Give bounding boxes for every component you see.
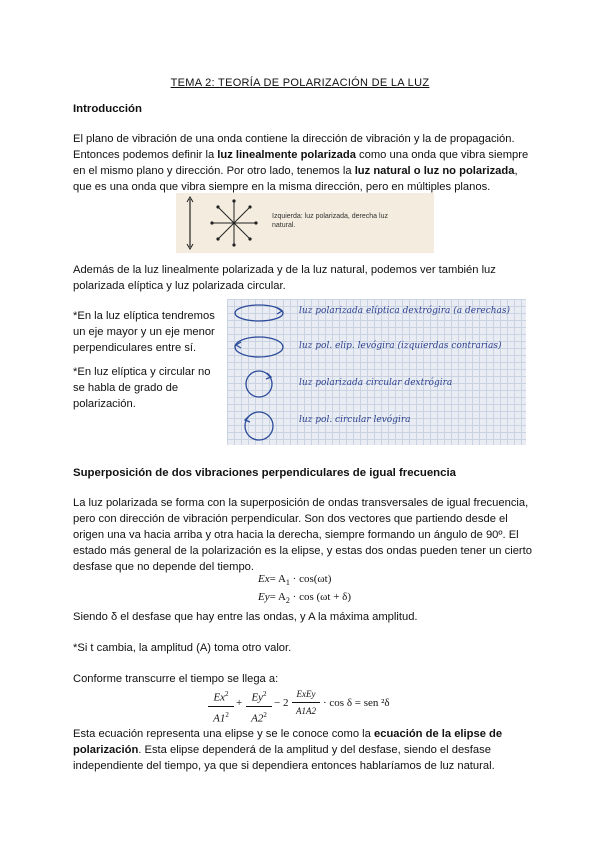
text-line: que es una onda que vibra siempre en la misma dirección, pero en múltiples planos. [73,181,491,193]
paragraph-2 [73,262,533,294]
text-line: Entonces podemos definir la luz linealmente polarizada como una onda que vibra siempre [73,149,529,161]
text-line: desfase que no depende del tiempo. [73,561,255,573]
paragraph-7 [73,726,533,774]
ellipse-sketch-2 [235,337,283,357]
polarization-figure [176,193,434,253]
paragraph-4: Siendo δ el desfase que hay entre las ondas, y A la máxima amplitud. [73,611,418,623]
text-line: polarización. Esta elipse dependerá de la amplitud y del desfase, siendo el desfase [73,744,491,756]
notebook-line: luz polarizada circular dextrógira [299,378,453,388]
notebook-line: luz pol. circular levógira [299,415,411,425]
page-title: TEMA 2: TEORÍA DE POLARIZACIÓN DE LA LUZ [170,77,430,89]
polarization-ellipse-equation: Ex$^2$ $A1^2$ + Ey$^2$ $A2^2$ − 2 ExEy A1A2 · cos δ = sen ²δ [208,686,408,722]
section-2-heading: Superposición de dos vibraciones perpendiculares de igual frecuencia [73,467,456,479]
side-note-2: *En luz elíptica y circular no se habla de grado de polarización. [73,366,211,410]
paragraph-5: *Si t cambia, la amplitud (A) toma otro valor. [73,642,292,654]
text-line: Esta ecuación representa una elipse y se le conoce como la ecuación de la elipse de [73,728,503,740]
ellipse-sketch-1 [235,305,283,321]
notebook-line: luz pol. elip. levógira (izquierdas contrarias) [299,341,502,351]
notebook-line: luz polarizada elíptica dextrógira (a derechas) [299,306,511,316]
paragraph-3 [73,495,533,575]
intro-heading: Introducción [73,103,142,115]
text-line: Además de la luz linealmente polarizada y de la luz natural, podemos ver también luz [73,264,496,276]
intro-paragraph [73,131,533,195]
text-line: origen una va hacia arriba y otra hacia la derecha, siempre formando un ángulo de 90º. El [73,529,519,541]
text-line: La luz polarizada se forma con la superposición de ondas transversales de igual frecuencia, [73,497,529,509]
side-note-1: *En la luz elíptica tendremos un eje mayor y un eje menor perpendiculares entre sí. [73,310,215,354]
text-line: en el mismo plano y dirección. Por otro lado, tenemos la luz natural o luz no polarizada, [73,165,518,177]
figure-caption: Izquierda: luz polarizada, derecha luz natural. [272,213,388,229]
text-line: estado más general de la polarización es la elipse, y estas dos ondas pueden tener un cierto [73,545,532,557]
notebook-photo [227,299,526,445]
text-line: polarizada elíptica y luz polarizada circular. [73,280,286,292]
text-line: independiente del tiempo, ya que si dependiera entonces hablaríamos de luz natural. [73,760,495,772]
text-line: pero con dirección de vibración perpendicular. Son dos vectores que partiendo desde el [73,513,508,525]
text-line: El plano de vibración de una onda contiene la dirección de vibración y la de propagación. [73,133,515,145]
equation-ex: $Ex= A_1 \cdot \cos(\omega t)$ [258,573,332,588]
paragraph-6: Conforme transcurre el tiempo se llega a: [73,673,279,685]
equation-ey: $Ey= A_2 \cdot \cos (\omega t + \delta)$ [258,591,351,606]
